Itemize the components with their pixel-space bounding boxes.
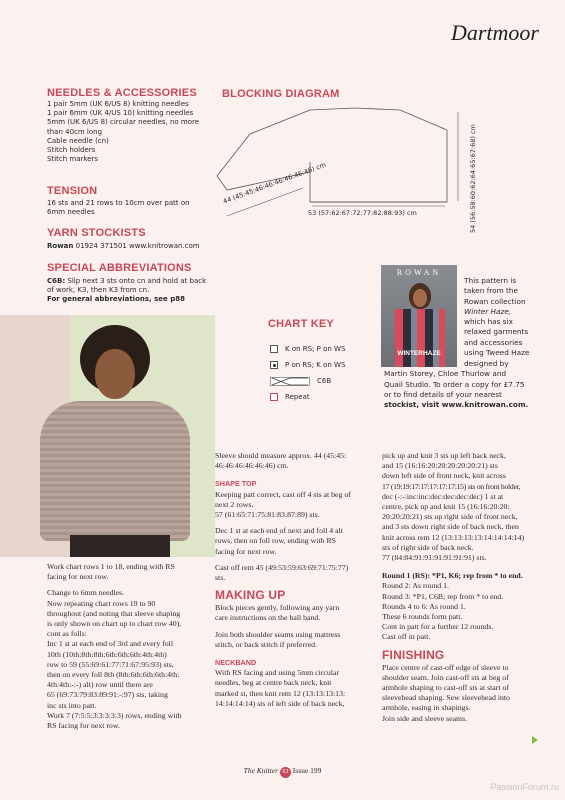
- abbrev-general-link[interactable]: For general abbreviations, see p88: [47, 295, 185, 304]
- abbrev-line: of work, K3, then K3 from cn.: [47, 286, 150, 295]
- needles-line: Stitch holders: [47, 146, 96, 155]
- tension-line: 6mm needles: [47, 208, 95, 217]
- blocking-sleeve-label: 44 (45:45:46:46:46:46:46:46) cm: [222, 160, 328, 206]
- stockists-text: [47, 242, 200, 251]
- footer-magazine: The Knitter: [243, 766, 279, 775]
- promo-text-continued: [384, 359, 528, 410]
- dot-square-icon: [270, 361, 278, 369]
- text-line: RS facing for next row.: [47, 721, 120, 731]
- promo-line: taken from the: [464, 286, 519, 296]
- promo-line: Quail Studio. To order a copy for £7.75: [384, 379, 525, 389]
- text-line: With RS facing and using 5mm circular: [215, 668, 339, 678]
- text-line: shoulder seam. Join cast-off sts at beg of: [382, 672, 509, 682]
- chart-key-item: [270, 373, 345, 389]
- text-line: rows, then on foll row, ending with RS: [215, 536, 336, 546]
- text-line: stitch, or back stitch if preferred.: [215, 639, 317, 649]
- chart-key-item: [270, 357, 345, 373]
- stockist-brand: Rowan: [47, 242, 74, 250]
- needles-line: 1 pair 6mm (UK 4/US 10) knitting needles: [47, 109, 194, 118]
- text-line: Join both shoulder seams using mattress: [215, 629, 341, 639]
- blank-square-icon: [270, 345, 278, 353]
- making-up-heading: MAKING UP: [215, 588, 286, 603]
- page-title: Dartmoor: [450, 20, 539, 45]
- chart-key-label: K on RS; P on WS: [285, 345, 346, 353]
- stockist-details: 01924 371501 www.knitrowan.com: [75, 242, 200, 250]
- promo-cover: [381, 265, 457, 367]
- needles-line: 5mm (UK 6/US 8) circular needles, no more: [47, 118, 200, 127]
- promo-line: which has six: [464, 317, 513, 327]
- round-line: Round 1 (RS): *P1, K6; rep from * to end.: [382, 571, 523, 581]
- promo-line: designed by: [464, 359, 509, 368]
- text-line: 14:14:14:14) sts of left side of back neck,: [215, 698, 345, 708]
- footer: [0, 766, 565, 778]
- blocking-width-label: 53 (57:62:67:72:77:82:88:93) cm: [308, 209, 417, 217]
- text-line: Work chart rows 1 to 18, ending with RS: [47, 562, 175, 571]
- footer-page-number: 63: [280, 767, 291, 778]
- promo-line: Martin Storey, Chloe Thurlow and: [384, 369, 507, 379]
- abbrev-heading: SPECIAL ABBREVIATIONS: [47, 262, 192, 274]
- abbrev-text: [47, 277, 206, 305]
- chart-key-item: [270, 389, 345, 405]
- tension-text: [47, 199, 190, 217]
- text-line: inc sts into patt.: [47, 700, 97, 710]
- text-line: 57 (61:65:71:75:81:83:87:89) sts.: [215, 510, 320, 520]
- chart-key-label: C6B: [317, 377, 332, 385]
- text-line: Keeping patt correct, cast off 4 sts at beg of: [215, 489, 351, 499]
- text-line: armhole, easing in shapings.: [382, 703, 471, 713]
- text-line: Cont in patt for a further 12 rounds.: [382, 622, 494, 632]
- text-line: down left side of front neck, knit across: [382, 471, 506, 481]
- text-line: cont as folls:: [47, 629, 87, 639]
- text-line: and 15 (16:16:20:20:20:20:20:21) sts: [382, 461, 498, 471]
- text-line: 20:20:20:21) sts up right side of front neck,: [382, 512, 518, 522]
- instructions-col-1: [47, 562, 215, 731]
- text-line: Now repeating chart rows 19 to 90: [47, 598, 156, 608]
- text-line: 46:46:46:46:46:46) cm.: [215, 461, 289, 471]
- text-line: and 3 sts down right side of back neck, then: [382, 522, 519, 532]
- round-line: Rounds 4 to 6: As round 1.: [382, 601, 466, 611]
- round-line: Round 3: *P1, C6B; rep from * to end.: [382, 591, 504, 601]
- text-line: dec (-:-:inc:inc:dec:dec:dec:dec) 1 st at: [382, 491, 504, 501]
- stockists-heading: YARN STOCKISTS: [47, 227, 146, 239]
- needles-heading: NEEDLES & ACCESSORIES: [47, 87, 197, 99]
- promo-link[interactable]: stockist, visit www.knitrowan.com.: [384, 400, 529, 410]
- needles-line: 1 pair 5mm (UK 6/US 8) knitting needles: [47, 100, 189, 108]
- text-line: Work 7 (7:5:5:3:3:3:3:3) rows, ending with: [47, 710, 182, 720]
- abbrev-line: [47, 277, 206, 286]
- watermark: PassionForum.ru: [490, 782, 559, 792]
- text-line: Inc 1 st at each end of 3rd and every foll: [47, 639, 173, 649]
- instructions-col-2: [215, 451, 380, 709]
- blocking-diagram: [215, 100, 485, 240]
- needles-list: [47, 100, 222, 164]
- promo-line: or to find details of your nearest: [384, 389, 502, 399]
- cover-model-face: [413, 289, 427, 307]
- cover-brand: ROWAN: [396, 268, 442, 277]
- footer-issue: Issue 199: [292, 766, 322, 775]
- text-line: facing for next row.: [47, 572, 109, 582]
- text-line: Change to 6mm needles.: [47, 588, 125, 598]
- promo-line: and accessories: [464, 337, 523, 347]
- text-line: is only shown on chart up to chart row 40),: [47, 619, 182, 629]
- text-line: knit across rem 12 (13:13:13:13:14:14:14:14): [382, 532, 525, 542]
- text-line: Dec 1 st at each end of next and foll 4 alt: [215, 526, 343, 536]
- text-line: marked st, then knit rem 12 (13:13:13:13:: [215, 688, 346, 698]
- text-line: sts.: [215, 573, 226, 583]
- neckband-heading: NECKBAND: [215, 658, 257, 668]
- red-outline-square-icon: [270, 393, 278, 401]
- text-line: pick up and knit 3 sts up left back neck,: [382, 451, 506, 460]
- model-photo: [0, 315, 215, 557]
- text-line: Cast off rem 45 (49:53:59:63:69:71:75:77): [215, 562, 349, 572]
- text-line: row to 59 (55:69:61:77:71:67:95:93) sts,: [47, 659, 174, 669]
- finishing-heading: FINISHING: [382, 647, 445, 662]
- chart-key-item: [270, 341, 345, 357]
- text-line: Join side and sleeve seams.: [382, 713, 468, 723]
- text-line: care instructions on the ball band.: [215, 613, 321, 623]
- next-page-arrow-icon[interactable]: [532, 736, 538, 744]
- cable-symbol-icon: [270, 377, 310, 386]
- text-line: needles, beg at centre back neck, knit: [215, 678, 332, 688]
- text-line: sleevehead shaping. Sew sleevehead into: [382, 693, 510, 703]
- promo-line: Winter Haze,: [464, 306, 512, 316]
- round-line: Round 2: As round 1.: [382, 581, 449, 591]
- text-line: 77 (84:84:91:91:91:91:91:91) sts.: [382, 553, 487, 563]
- chart-key-label: P on RS; K on WS: [285, 361, 346, 369]
- shape-top-heading: SHAPE TOP: [215, 479, 257, 489]
- text-line: 65 (69:73:79:83:89:91:-:97) sts, taking: [47, 690, 168, 700]
- photo-face: [95, 349, 135, 399]
- promo-line: relaxed garments: [464, 327, 529, 337]
- text-line: Block pieces gently, following any yarn: [215, 603, 340, 613]
- abbrev-term: C6B:: [47, 277, 66, 285]
- instructions-col-3: [382, 451, 542, 724]
- needles-line: Cable needle (cn): [47, 136, 109, 145]
- tension-line: 16 sts and 21 rows to 10cm over patt on: [47, 199, 190, 207]
- text-line: These 6 rounds form patt.: [382, 612, 463, 622]
- photo-sweater: [40, 401, 190, 541]
- tension-heading: TENSION: [47, 185, 98, 197]
- text-line: then on every foll 8th (8th:6th:6th:6th:4th:: [47, 670, 180, 680]
- cover-title: WINTERHAZE: [397, 350, 441, 357]
- text-line: Sleeve should measure approx. 44 (45:45:: [215, 451, 347, 460]
- needles-line: Stitch markers: [47, 155, 99, 164]
- abbrev-definition: Slip next 3 sts onto cn and hold at back: [65, 277, 207, 285]
- chart-key-label: Repeat: [285, 393, 310, 401]
- blocking-heading: BLOCKING DIAGRAM: [222, 88, 340, 100]
- text-line: Cast off in patt.: [382, 632, 431, 642]
- needles-line: than 40cm long: [47, 127, 103, 136]
- text-line: sts of right side of back neck.: [382, 542, 474, 552]
- promo-line: Rowan collection: [464, 296, 526, 306]
- text-line: next 2 rows.: [215, 499, 254, 509]
- text-line: Place centre of cast-off edge of sleeve to: [382, 662, 509, 672]
- text-line: facing for next row.: [215, 546, 277, 556]
- photo-skirt: [70, 535, 170, 557]
- text-line: throughout (and noting that sleeve shaping: [47, 608, 181, 618]
- text-line: 17 (19:19:17:17:17:17:17:15) sts on front holder,: [382, 481, 521, 491]
- promo-text: [464, 276, 529, 358]
- chart-key-heading: CHART KEY: [268, 318, 334, 330]
- promo-line: using Tweed Haze: [464, 348, 530, 358]
- text-line: 4th:4th:-:-) alt) row until there are: [47, 680, 153, 690]
- text-line: centre, pick up and knit 15 (16:16:20:20:: [382, 502, 510, 512]
- blocking-length-label: 54 (56:58:60:62:64:65:67:68) cm: [469, 124, 477, 233]
- chart-key-list: [270, 341, 345, 405]
- text-line: [382, 563, 542, 571]
- text-line: armhole shaping to cast-off sts at start of: [382, 683, 509, 693]
- text-line: 10th (10th:8th:8th:6th:6th:6th:4th:4th): [47, 649, 167, 659]
- promo-line: This pattern is: [464, 276, 517, 285]
